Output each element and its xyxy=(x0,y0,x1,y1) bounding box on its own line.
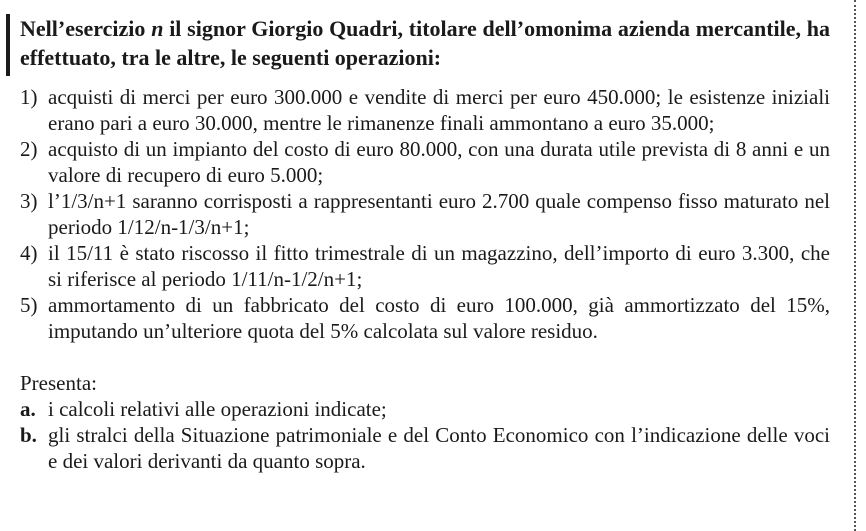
operation-text: acquisto di un impianto del costo di euro 80.000, con una durata utile prevista di 8 anni e un valore di recupero di euro 5.000; xyxy=(48,137,830,187)
operation-item xyxy=(20,84,830,136)
operation-number: 1) xyxy=(20,85,38,109)
operation-number: 3) xyxy=(20,189,38,213)
operation-text: ammortamento di un fabbricato del costo di euro 100.000, già ammortizzato del 15%, imputando un’ulteriore quota del 5% calcolata sul valore residuo. xyxy=(48,293,830,343)
task-text: gli stralci della Situazione patrimoniale e del Conto Economico con l’indicazione delle voci e dei valori derivanti da quanto sopra. xyxy=(48,423,830,473)
present-label: Presenta: xyxy=(20,371,97,395)
operation-number: 5) xyxy=(20,293,38,317)
left-accent-bar xyxy=(6,14,10,76)
operation-text: il 15/11 è stato riscosso il fitto trimestrale di un magazzino, dell’importo di euro 3.300, che si riferisce al periodo 1/11/n-1/2/n+1; xyxy=(48,241,830,291)
operation-text: l’1/3/n+1 saranno corrisposti a rappresentanti euro 2.700 quale compenso fisso maturato nel periodo 1/12/n-1/3/n+1; xyxy=(48,189,830,239)
operation-item xyxy=(20,240,830,292)
intro-text-start: Nell’esercizio xyxy=(20,16,152,41)
task-letter: b. xyxy=(20,423,37,447)
task-item xyxy=(20,396,830,422)
operation-item xyxy=(20,136,830,188)
task-text: i calcoli relativi alle operazioni indicate; xyxy=(48,397,387,421)
operations-list xyxy=(20,84,830,344)
exercise-intro xyxy=(20,14,830,72)
intro-text-end: il signor Giorgio Quadri, titolare dell’omonima azienda mercantile, ha effettuato, tra le altre, le seguenti operazioni: xyxy=(20,16,831,70)
task-letter: a. xyxy=(20,397,36,421)
intro-variable-n: n xyxy=(151,16,164,41)
operation-number: 4) xyxy=(20,241,38,265)
operation-number: 2) xyxy=(20,137,38,161)
section-spacer xyxy=(20,344,830,370)
operation-text: acquisti di merci per euro 300.000 e vendite di merci per euro 450.000; le esistenze iniziali erano pari a euro 30.000, mentre le rimanenze finali ammontano a euro 35.000; xyxy=(48,85,830,135)
operation-item xyxy=(20,292,830,344)
operation-item xyxy=(20,188,830,240)
task-item xyxy=(20,422,830,474)
right-dotted-border xyxy=(854,0,856,531)
exercise-content xyxy=(20,14,830,474)
